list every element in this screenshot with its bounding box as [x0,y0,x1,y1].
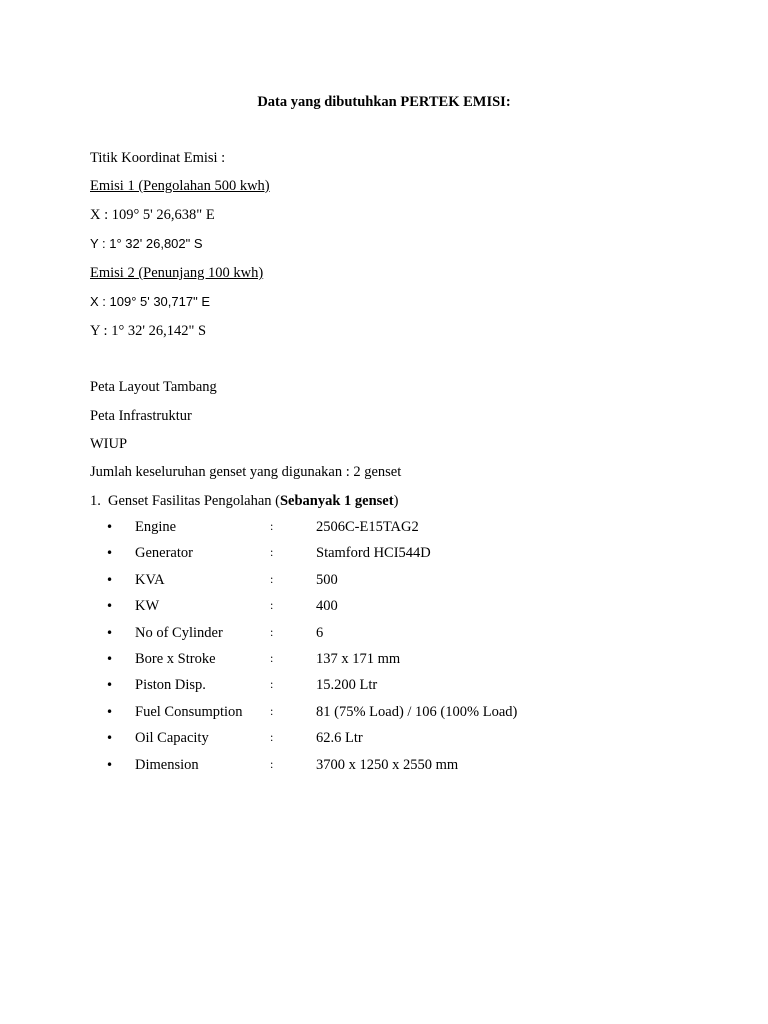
peta-infrastruktur: Peta Infrastruktur [90,408,192,424]
spec-colon: : [270,756,274,771]
bullet-icon: • [106,625,114,640]
spec-label: Dimension [135,756,199,773]
bullet-icon: • [106,757,114,772]
spec-colon: : [270,651,274,665]
spec-value: 6 [316,624,324,641]
spec-label: Bore x Stroke [135,651,216,667]
bullet-icon: • [106,731,114,746]
spec-row [0,572,768,592]
spec-value: 400 [316,598,338,615]
spec-row [0,651,768,671]
spec-value: 81 (75% Load) / 106 (100% Load) [316,703,518,720]
spec-label: Engine [135,519,177,535]
spec-colon: : [270,624,274,639]
spec-row [0,677,768,697]
section-1-close: ) [393,493,399,509]
spec-value: 500 [316,571,338,588]
spec-label: Generator [135,545,193,562]
spec-value: 3700 x 1250 x 2550 mm [316,756,459,773]
spec-colon: : [270,545,274,560]
document-title: Data yang dibutuhkan PERTEK EMISI: [257,94,511,110]
bullet-icon: • [106,520,114,534]
spec-colon: : [270,519,274,533]
bullet-icon: • [106,704,114,719]
emisi2-y-coordinate: Y : 1° 32' 26,142" S [90,323,207,339]
spec-colon: : [270,598,274,613]
bullet-icon: • [106,546,114,561]
spec-value: 137 x 171 mm [316,651,401,667]
jumlah-genset: Jumlah keseluruhan genset yang digunakan : 2 genset [90,464,402,480]
spec-value: 2506C-E15TAG2 [316,519,419,535]
peta-layout-tambang: Peta Layout Tambang [90,379,217,395]
koordinat-heading: Titik Koordinat Emisi : [90,150,226,166]
spec-label: KW [135,598,160,615]
spec-colon: : [270,571,274,586]
emisi1-y-coordinate: Y : 1° 32' 26,802" S [90,236,203,251]
emisi2-x-coordinate: X : 109° 5' 30,717" E [90,294,210,309]
emisi1-heading: Emisi 1 (Pengolahan 500 kwh) [90,178,270,194]
spec-row [0,519,768,539]
bullet-icon: • [106,652,114,666]
spec-row [0,704,768,724]
spec-colon: : [270,703,274,718]
bullet-icon: • [106,678,114,693]
spec-value: 15.200 Ltr [316,677,378,694]
spec-value: 62.6 Ltr [316,730,363,747]
spec-value: Stamford HCI544D [316,545,431,562]
spec-label: KVA [135,571,165,588]
spec-label: Piston Disp. [135,677,206,694]
emisi1-x-coordinate: X : 109° 5' 26,638" E [90,207,215,223]
spec-colon: : [270,677,274,692]
spec-row [0,598,768,618]
section-1-label: Genset Fasilitas Pengolahan ( [108,493,280,509]
section-1-number: 1. [90,493,101,509]
section-1-heading [90,493,398,510]
wiup: WIUP [90,436,128,452]
spec-row [0,730,768,750]
spec-label: No of Cylinder [135,624,223,641]
spec-label: Fuel Consumption [135,703,243,720]
emisi2-heading: Emisi 2 (Penunjang 100 kwh) [90,265,264,281]
section-1-bold: Sebanyak 1 genset [279,493,394,509]
spec-row [0,625,768,645]
bullet-icon: • [106,572,114,587]
bullet-icon: • [106,599,114,614]
spec-label: Oil Capacity [135,730,209,747]
spec-row [0,545,768,565]
spec-row [0,757,768,777]
spec-colon: : [270,730,274,745]
